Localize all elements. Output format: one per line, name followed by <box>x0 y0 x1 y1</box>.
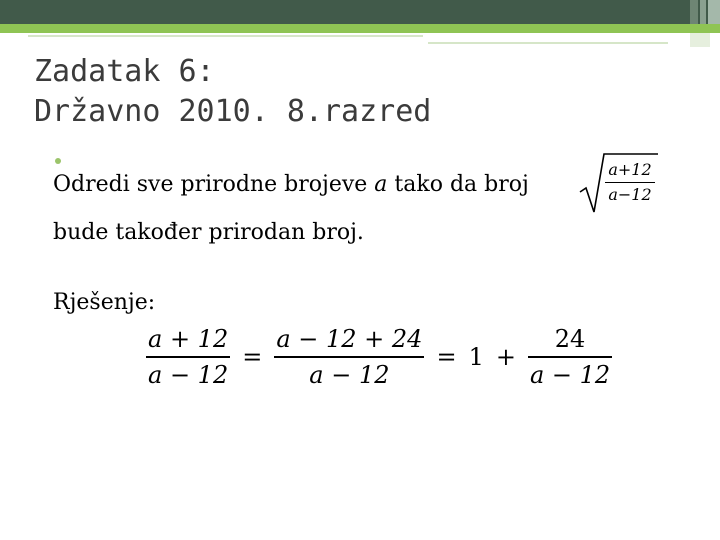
plus-sign: + <box>495 343 516 371</box>
fraction-bar <box>605 182 655 183</box>
fraction-1-denominator: a − 12 <box>148 361 229 389</box>
fraction-1-numerator: a + 12 <box>148 325 229 353</box>
equals-sign: = <box>242 343 263 371</box>
header-accent-stripe <box>700 0 706 24</box>
task-line-2: bude također prirodan broj. <box>53 220 364 245</box>
root-fraction <box>605 160 655 205</box>
equals-sign: = <box>436 343 457 371</box>
header-band <box>0 0 720 24</box>
fraction-1 <box>146 324 230 390</box>
task-text-tail: tako da broj <box>387 172 529 197</box>
slide-title-line-2: Državno 2010. 8.razred <box>34 94 432 129</box>
fraction-3 <box>528 324 612 390</box>
task-variable: a <box>374 172 388 197</box>
slide-title-line-1: Zadatak 6: <box>34 54 215 89</box>
header-rule <box>428 42 668 44</box>
fraction-2-numerator: a − 12 + 24 <box>276 325 423 353</box>
fraction-3-denominator: a − 12 <box>529 361 611 389</box>
fraction-3-numerator: 24 <box>554 325 586 353</box>
integer-one: 1 <box>468 343 484 371</box>
slide-title <box>34 52 431 132</box>
fraction-2 <box>274 324 424 390</box>
fraction-2-denominator: a − 12 <box>309 361 390 389</box>
header-rule <box>690 33 710 47</box>
fraction-bar <box>528 356 612 358</box>
fraction-bar <box>274 356 424 358</box>
header-green-line <box>0 24 720 33</box>
task-text: Odredi sve prirodne brojeve <box>53 172 375 197</box>
header-accent-stripe <box>690 0 698 24</box>
header-rule <box>28 35 423 37</box>
solution-equation <box>140 322 618 392</box>
solution-label: Rješenje: <box>53 290 156 315</box>
header-accent-stripe <box>708 0 720 24</box>
root-denominator: a−12 <box>608 185 652 204</box>
fraction-bar <box>146 356 230 358</box>
bullet-icon <box>55 158 61 164</box>
root-numerator: a+12 <box>608 160 652 179</box>
task-line-1 <box>53 172 529 197</box>
